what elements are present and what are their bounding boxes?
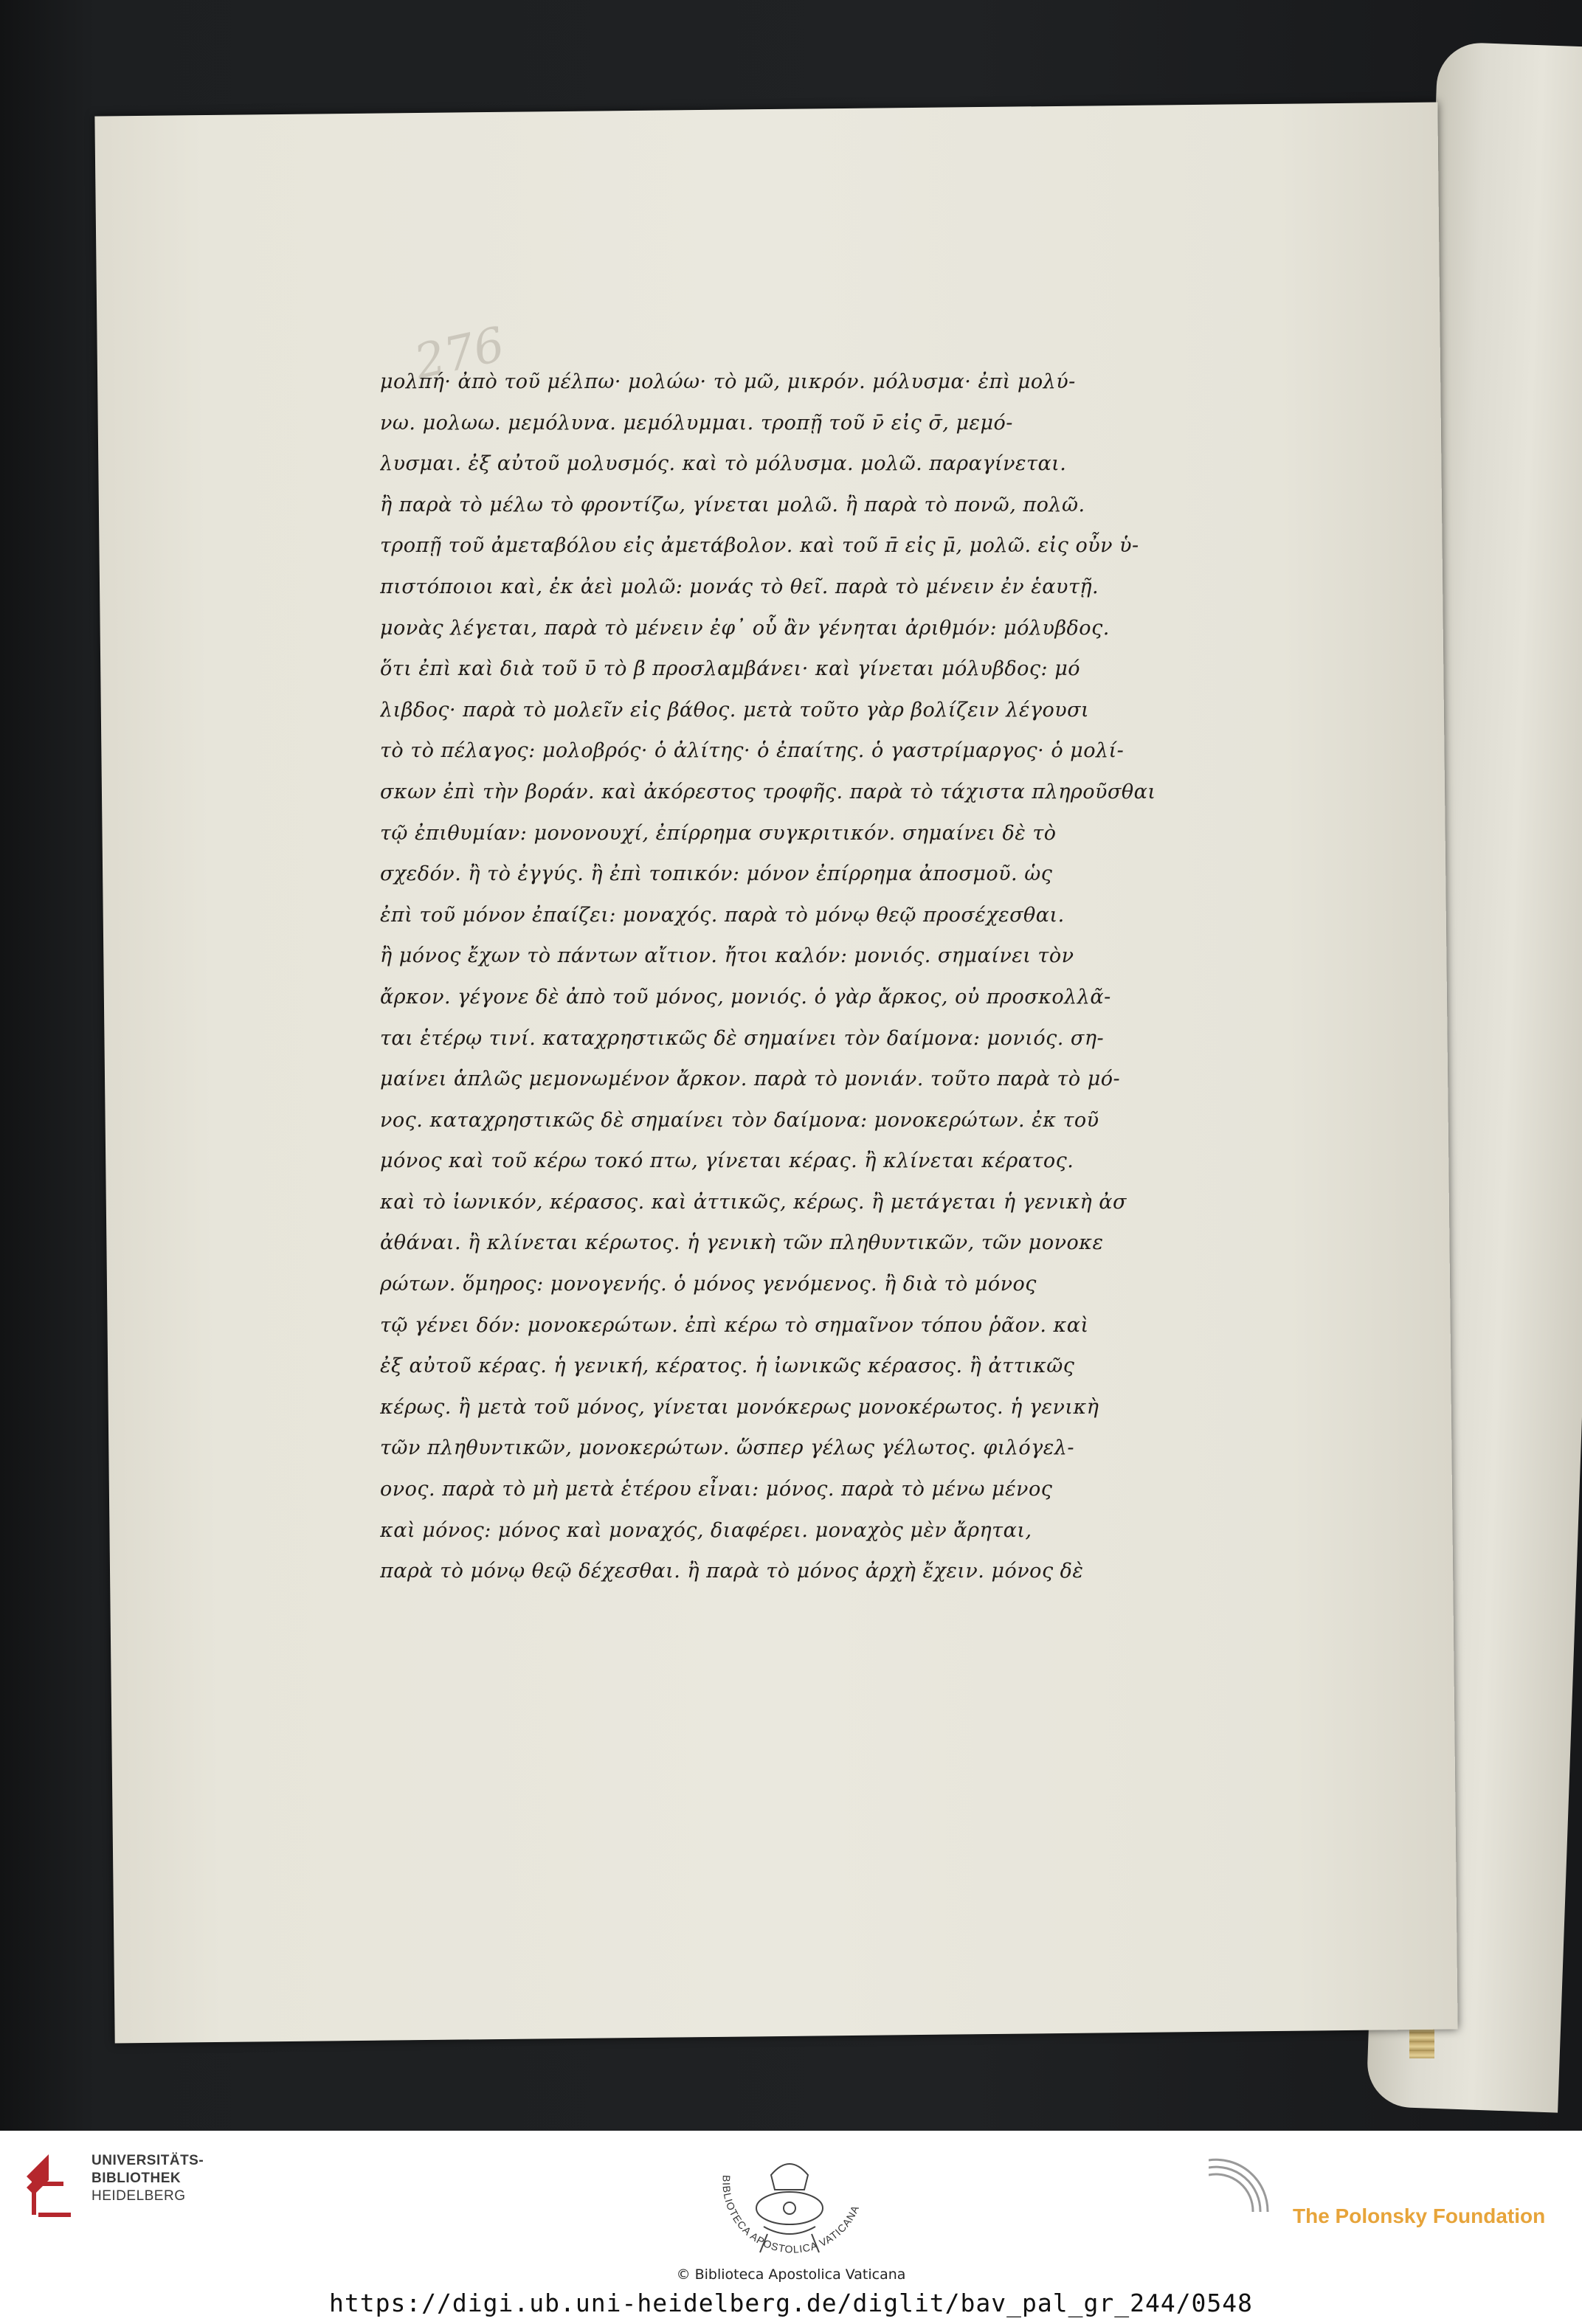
manuscript-line: λυσμαι. ἐξ αὐτοῦ μολυσμός. καὶ τὸ μόλυσμα. μολῶ. παραγίνεται. — [380, 452, 1067, 476]
folio-number: 276 — [410, 317, 510, 390]
manuscript-line: παρὰ τὸ μόνῳ θεῷ δέχεσθαι. ἢ παρὰ τὸ μόνος ἀρχὴ ἔχειν. μόνος δὲ — [380, 1560, 1084, 1583]
manuscript-line: ἀθάναι. ἢ κλίνεται κέρωτος. ἡ γενικὴ τῶν πληθυντικῶν, τῶν μονοκε — [380, 1231, 1104, 1255]
manuscript-line: καὶ τὸ ἰωνικόν, κέρασος. καὶ ἀττικῶς, κέρως. ἢ μετάγεται ἡ γενικὴ ἀσ — [380, 1190, 1127, 1214]
manuscript-line: μαίνει ἁπλῶς μεμονωμένον ἄρκον. παρὰ τὸ μονιάν. τοῦτο παρὰ τὸ μό- — [380, 1068, 1121, 1091]
manuscript-line: τῷ γένει δόν: μονοκερώτων. ἐπὶ κέρω τὸ σημαῖνον τόπου ῥᾶον. καὶ — [380, 1313, 1089, 1337]
manuscript-line: ἄρκον. γέγονε δὲ ἀπὸ τοῦ μόνος, μονιός. ὁ γὰρ ἄρκος, οὐ προσκολλᾶ- — [380, 985, 1111, 1009]
university-library-name-line2: BIBLIOTHEK — [91, 2171, 182, 2186]
manuscript-line: ται ἑτέρῳ τινί. καταχρηστικῶς δὲ σημαίνει τὸν δαίμονα: μονιός. ση- — [380, 1026, 1105, 1050]
copyright-notice: © Biblioteca Apostolica Vaticana — [676, 2266, 906, 2283]
manuscript-line: ἐπὶ τοῦ μόνον ἐπαίζει: μοναχός. παρὰ τὸ μόνῳ θεῷ προσέχεσθαι. — [380, 903, 1065, 927]
manuscript-line: νος. καταχρηστικῶς δὲ σημαίνει τὸν δαίμονα: μονοκερώτων. ἐκ τοῦ — [380, 1108, 1099, 1132]
manuscript-line: ἢ παρὰ τὸ μέλω τὸ φροντίζω, γίνεται μολῶ. ἢ παρὰ τὸ πονῶ, πολῶ. — [380, 493, 1085, 516]
university-library-name-line3: HEIDELBERG — [91, 2188, 186, 2204]
manuscript-line: μόνος καὶ τοῦ κέρω τοκό πτω, γίνεται κέρας. ἢ κλίνεται κέρατος. — [380, 1149, 1074, 1173]
page-url-link[interactable]: https://digi.ub.uni-heidelberg.de/diglit/bav_pal_gr_244/0548 — [328, 2289, 1254, 2317]
manuscript-line: σκων ἐπὶ τὴν βοράν. καὶ ἀκόρεστος τροφῆς. παρὰ τὸ τάχιστα πληροῦσθαι — [380, 780, 1156, 803]
svg-text:BIBLIOTECA APOSTOLICA VATICANA — [720, 2175, 861, 2255]
manuscript-line: ἐξ αὐτοῦ κέρας. ἡ γενική, κέρατος. ἡ ἰωνικῶς κέρασος. ἢ ἀττικῶς — [380, 1355, 1075, 1378]
manuscript-line: ονος. παρὰ τὸ μὴ μετὰ ἑτέρου εἶναι: μόνος. παρὰ τὸ μένω μένος — [380, 1478, 1053, 1501]
footer-bar — [0, 2131, 1582, 2324]
manuscript-line: τροπῇ τοῦ ἀμεταβόλου εἰς ἀμετάβολον. καὶ τοῦ π̄ εἰς μ̄, μολῶ. εἰς οὖν ὑ- — [380, 534, 1139, 558]
manuscript-text — [380, 362, 1332, 1592]
polonsky-arc-icon — [1209, 2153, 1282, 2212]
university-library-logo-icon — [19, 2147, 86, 2221]
manuscript-line: τῶν πληθυντικῶν, μονοκερώτων. ὥσπερ γέλως γέλωτος. φιλόγελ- — [380, 1436, 1075, 1460]
manuscript-line: σχεδόν. ἢ τὸ ἐγγύς. ἢ ἐπὶ τοπικόν: μόνον ἐπίρρημα ἀποσμοῦ. ὡς — [380, 862, 1053, 886]
manuscript-line: ἢ μόνος ἔχων τὸ πάντων αἴτιον. ἤτοι καλόν: μονιός. σημαίνει τὸν — [380, 944, 1074, 968]
vatican-arc-text: BIBLIOTECA APOSTOLICA VATICANA — [720, 2174, 862, 2255]
polonsky-foundation-label: The Polonsky Foundation — [1293, 2204, 1546, 2227]
manuscript-line: πιστόποιοι καὶ, ἐκ ἀεὶ μολῶ: μονάς τὸ θεῖ. παρὰ τὸ μένειν ἐν ἑαυτῇ. — [380, 575, 1099, 598]
manuscript-line: τὸ τὸ πέλαγος: μολοβρός· ὁ ἀλίτης· ὁ ἐπαίτης. ὁ γαστρίμαργος· ὁ μολί- — [380, 739, 1125, 763]
manuscript-line: λιβδος· παρὰ τὸ μολεῖν εἰς βάθος. μετὰ τοῦτο γὰρ βολίζειν λέγουσι — [380, 698, 1090, 722]
manuscript-line: τῷ ἐπιθυμίαν: μονονουχί, ἐπίρρημα συγκριτικόν. σημαίνει δὲ τὸ — [380, 821, 1057, 845]
manuscript-line: νω. μολωω. μεμόλυνα. μεμόλυμμαι. τροπῇ τοῦ ν̄ εἰς σ̄, μεμό- — [380, 411, 1013, 435]
university-library-name-line1: UNIVERSITÄTS- — [91, 2153, 204, 2168]
manuscript-line: ὅτι ἐπὶ καὶ διὰ τοῦ ῡ τὸ β̄ προσλαμβάνει· καὶ γίνεται μόλυβδος: μό — [380, 657, 1080, 681]
manuscript-line: καὶ μόνος: μόνος καὶ μοναχός, διαφέρει. μοναχὸς μὲν ἄρηται, — [380, 1518, 1032, 1542]
manuscript-line: μονὰς λέγεται, παρὰ τὸ μένειν ἐφ᾽ οὗ ἂν γένηται ἀριθμόν: μόλυβδος. — [380, 616, 1110, 640]
manuscript-line: μολπή· ἀπὸ τοῦ μέλπω· μολώω· τὸ μῶ, μικρόν. μόλυσμα· ἐπὶ μολύ- — [380, 370, 1076, 393]
manuscript-line: ρώτων. ὅμηρος: μονογενής. ὁ μόνος γενόμενος. ἢ διὰ τὸ μόνος — [380, 1273, 1037, 1296]
manuscript-line: κέρως. ἢ μετὰ τοῦ μόνος, γίνεται μονόκερως μονοκέρωτος. ἡ γενικὴ — [380, 1395, 1099, 1419]
